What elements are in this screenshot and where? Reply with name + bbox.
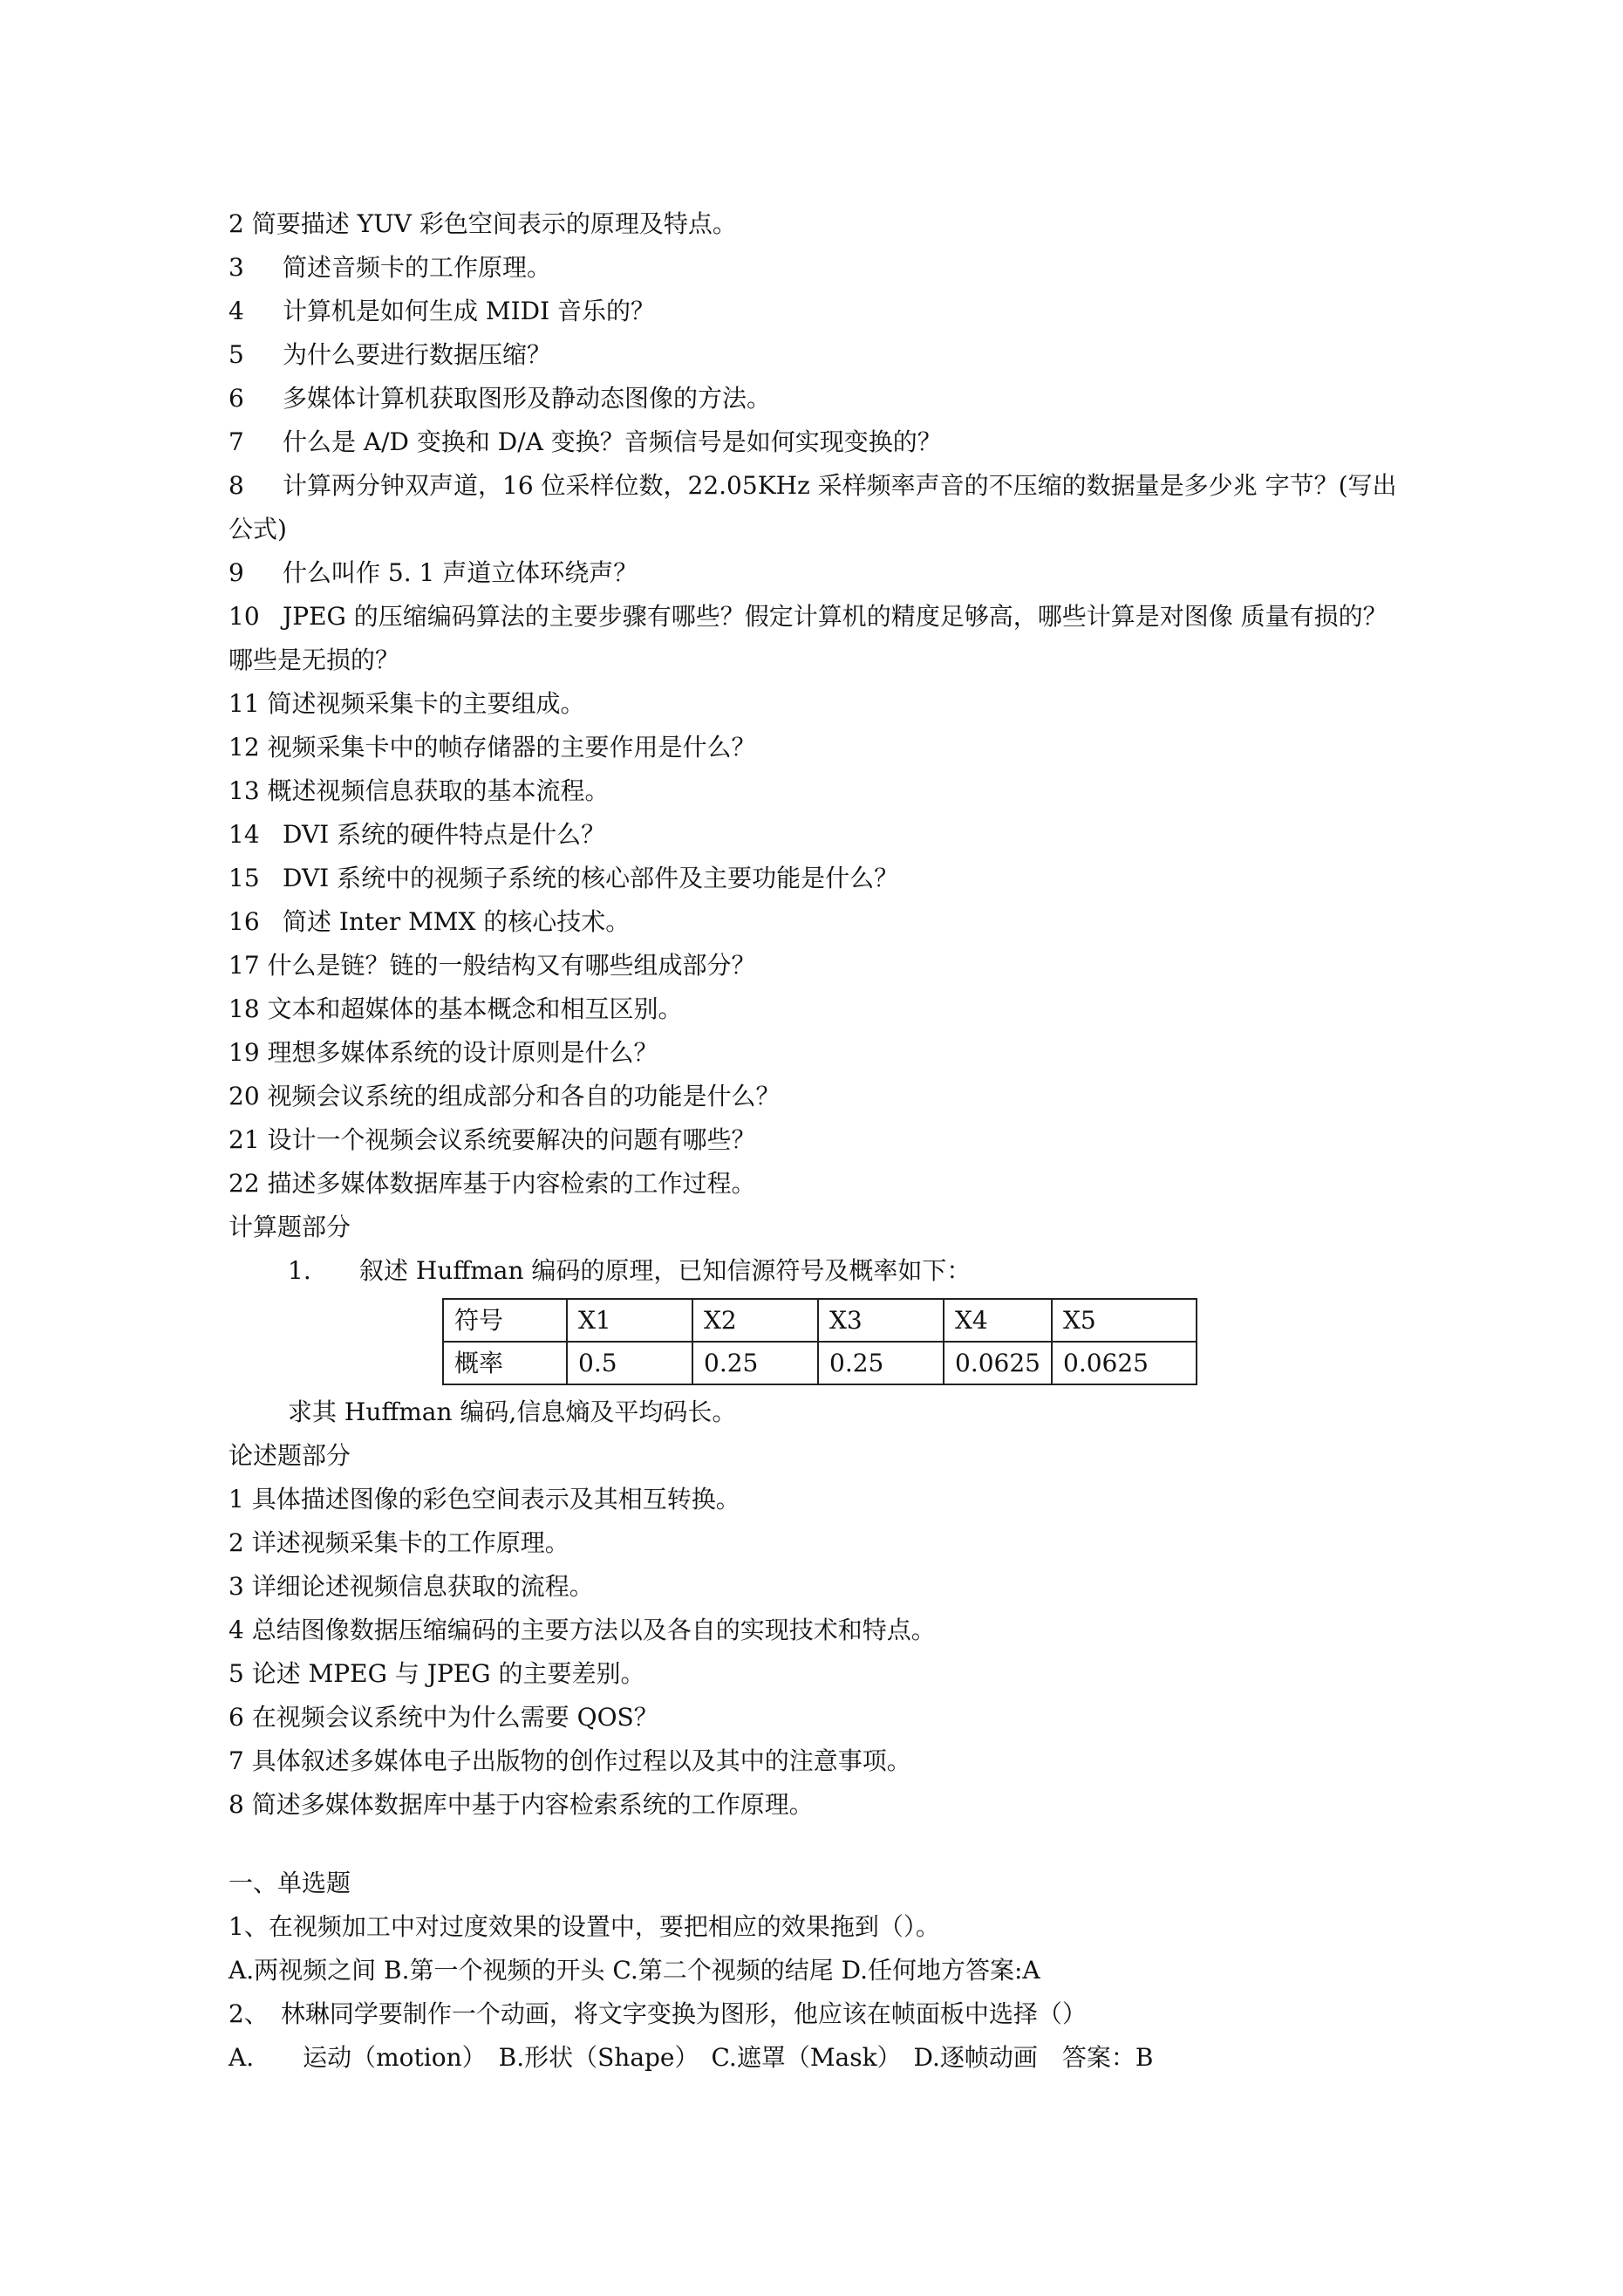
question-number: 10 — [228, 602, 260, 631]
question-number: 15 — [228, 864, 260, 892]
question-number: 9 — [228, 558, 244, 587]
question-text: 文本和超媒体的基本概念和相互区别。 — [267, 994, 683, 1023]
short-question-item — [228, 202, 1397, 246]
question-number: 5 — [228, 340, 244, 369]
question-number: 4 — [228, 297, 244, 325]
probability-table — [442, 1298, 1197, 1385]
question-text: 简述 Inter MMX 的核心技术。 — [283, 907, 631, 936]
short-question-item — [228, 987, 1397, 1031]
calc-section-heading: 计算题部分 — [228, 1213, 351, 1241]
table-cell: 0.0625 — [944, 1342, 1052, 1384]
question-number: 11 — [228, 689, 260, 718]
question-text: 多媒体计算机获取图形及静动态图像的方法。 — [283, 384, 772, 413]
short-question-item — [228, 813, 1397, 857]
calc-item-number: 1. — [288, 1256, 311, 1285]
short-question-item — [228, 464, 1397, 551]
table-cell: 0.5 — [567, 1342, 692, 1384]
mcq-options: A.两视频之间 B.第一个视频的开头 C.第二个视频的结尾 D.任何地方答案:A — [228, 1956, 1040, 1985]
table-cell: 0.25 — [692, 1342, 818, 1384]
question-number: 18 — [228, 994, 260, 1023]
essay-item: 2 详述视频采集卡的工作原理。 — [228, 1528, 569, 1557]
question-text: 概述视频信息获取的基本流程。 — [267, 776, 610, 805]
short-question-item — [228, 420, 1397, 464]
table-cell: 符号 — [443, 1299, 567, 1342]
short-question-item — [228, 1118, 1397, 1162]
question-number: 2 — [228, 209, 244, 238]
short-question-item — [228, 769, 1397, 813]
question-text: 什么是链？链的一般结构又有哪些组成部分？ — [267, 951, 756, 980]
question-number: 6 — [228, 384, 244, 413]
question-number: 19 — [228, 1038, 260, 1067]
table-cell: X4 — [944, 1299, 1052, 1342]
short-question-item — [228, 595, 1397, 682]
question-text: 描述多媒体数据库基于内容检索的工作过程。 — [267, 1169, 756, 1198]
essay-item: 4 总结图像数据压缩编码的主要方法以及各自的实现技术和特点。 — [228, 1616, 936, 1644]
document-content — [228, 202, 1397, 2080]
short-question-item — [228, 900, 1397, 944]
question-number: 20 — [228, 1082, 260, 1110]
short-question-item — [228, 246, 1397, 290]
short-question-item — [228, 290, 1397, 333]
short-question-item — [228, 682, 1397, 726]
question-text: DVI 系统的硬件特点是什么？ — [283, 820, 606, 849]
table-row-probabilities — [443, 1342, 1197, 1384]
table-cell: X1 — [567, 1299, 692, 1342]
mcq-question: 1、在视频加工中对过度效果的设置中，要把相应的效果拖到（）。 — [228, 1912, 940, 1941]
question-text: JPEG 的压缩编码算法的主要步骤有哪些？假定计算机的精度足够高，哪些计算是对图像 质量有损的？哪些是无损的？ — [228, 602, 1388, 674]
essay-item: 6 在视频会议系统中为什么需要 QOS？ — [228, 1703, 658, 1732]
question-text: DVI 系统中的视频子系统的核心部件及主要功能是什么？ — [283, 864, 899, 892]
short-question-item — [228, 857, 1397, 900]
calc-follow-up: 求其 Huffman 编码,信息熵及平均码长。 — [288, 1397, 737, 1426]
table-cell: 0.25 — [818, 1342, 944, 1384]
section-spacer — [228, 1827, 1397, 1862]
question-number: 8 — [228, 471, 244, 500]
short-question-item — [228, 1031, 1397, 1075]
essay-item: 7 具体叙述多媒体电子出版物的创作过程以及其中的注意事项。 — [228, 1746, 911, 1775]
essay-item: 1 具体描述图像的彩色空间表示及其相互转换。 — [228, 1485, 740, 1514]
short-question-item — [228, 551, 1397, 595]
question-text: 视频会议系统的组成部分和各自的功能是什么？ — [267, 1082, 781, 1110]
question-text: 计算两分钟双声道，16 位采样位数，22.05KHz 采样频率声音的不压缩的数据量是多少兆 字节？(写出公式) — [228, 471, 1397, 543]
question-text: 简述视频采集卡的主要组成。 — [267, 689, 585, 718]
question-text: 计算机是如何生成 MIDI 音乐的？ — [283, 297, 656, 325]
mcq-options: A. 运动（motion） B.形状（Shape） C.遮罩（Mask） D.逐帧动画 答案：B — [228, 2043, 1154, 2072]
table-cell: 概率 — [443, 1342, 567, 1384]
question-number: 13 — [228, 776, 260, 805]
table-row-symbols — [443, 1299, 1197, 1342]
question-number: 7 — [228, 427, 244, 456]
table-cell: X3 — [818, 1299, 944, 1342]
table-cell: X5 — [1052, 1299, 1197, 1342]
question-text: 什么是 A/D 变换和 D/A 变换？音频信号是如何实现变换的？ — [283, 427, 942, 456]
essay-item: 5 论述 MPEG 与 JPEG 的主要差别。 — [228, 1659, 645, 1688]
short-question-item — [228, 944, 1397, 987]
short-question-item — [228, 726, 1397, 769]
short-question-item — [228, 333, 1397, 377]
short-question-item — [228, 377, 1397, 420]
question-number: 17 — [228, 951, 260, 980]
calc-item-text: 叙述 Huffman 编码的原理，已知信源符号及概率如下： — [359, 1256, 972, 1285]
essay-section-heading: 论述题部分 — [228, 1441, 351, 1470]
question-text: 简要描述 YUV 彩色空间表示的原理及特点。 — [251, 209, 737, 238]
table-cell: X2 — [692, 1299, 818, 1342]
question-text: 为什么要进行数据压缩？ — [283, 340, 552, 369]
short-question-item — [228, 1075, 1397, 1118]
mcq-question: 2、 林琳同学要制作一个动画，将文字变换为图形，他应该在帧面板中选择（） — [228, 1999, 1087, 2028]
mcq-section-heading: 一、单选题 — [228, 1869, 351, 1897]
question-number: 22 — [228, 1169, 260, 1198]
essay-item: 3 详细论述视频信息获取的流程。 — [228, 1572, 594, 1601]
question-text: 视频采集卡中的帧存储器的主要作用是什么？ — [267, 733, 756, 762]
short-question-list — [228, 202, 1397, 1206]
question-number: 16 — [228, 907, 260, 936]
question-number: 14 — [228, 820, 260, 849]
question-text: 设计一个视频会议系统要解决的问题有哪些？ — [267, 1125, 756, 1154]
question-text: 简述音频卡的工作原理。 — [283, 253, 552, 282]
question-text: 理想多媒体系统的设计原则是什么？ — [267, 1038, 658, 1067]
question-number: 21 — [228, 1125, 260, 1154]
calc-item — [228, 1249, 1397, 1293]
question-text: 什么叫作 5. 1 声道立体环绕声？ — [283, 558, 638, 587]
question-number: 12 — [228, 733, 260, 762]
essay-item: 8 简述多媒体数据库中基于内容检索系统的工作原理。 — [228, 1790, 814, 1819]
probability-table-wrap — [228, 1298, 1397, 1385]
table-cell: 0.0625 — [1052, 1342, 1197, 1384]
short-question-item — [228, 1162, 1397, 1206]
question-number: 3 — [228, 253, 244, 282]
